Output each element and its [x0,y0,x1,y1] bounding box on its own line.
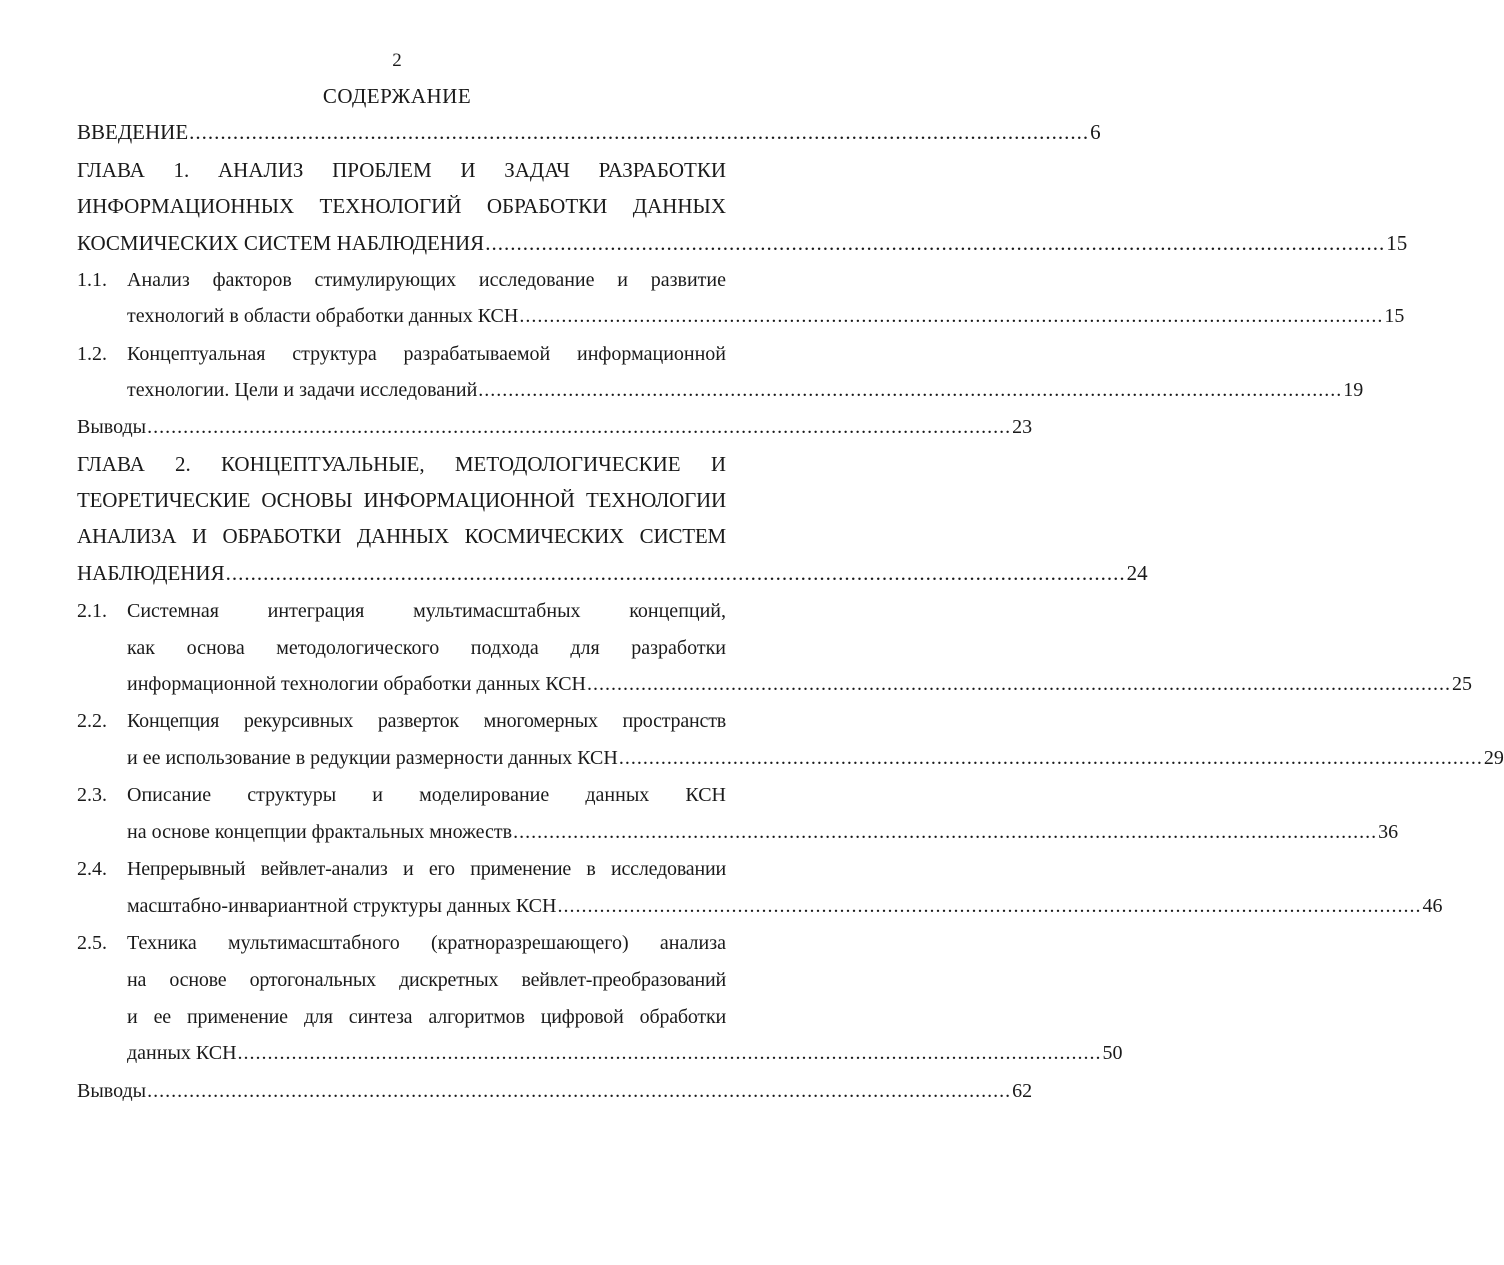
toc-section-1-2-line-1: Концептуальная структура разрабатываемой информационной [127,343,726,365]
toc-page-number: 50 [1102,1042,1123,1064]
dot-leader: ................................................................................................................................................ [519,305,1384,327]
toc-entry-conclusions-1 [77,409,1033,445]
toc-entry-conclusions-2 [77,1073,1033,1109]
page-number: 2 [392,50,402,71]
toc-section-2-1-line-3 [127,666,1473,702]
toc-entry-label: технологии. Цели и задачи исследований [127,379,478,401]
toc-chapter-2-line-2: ТЕОРЕТИЧЕСКИЕ ОСНОВЫ ИНФОРМАЦИОННОЙ ТЕХНОЛОГИИ [77,488,726,512]
toc-page-number: 62 [1012,1080,1033,1102]
toc-entry-label: Выводы [77,1080,147,1102]
toc-entry-label: данных КСН [127,1042,237,1064]
toc-page-number: 29 [1483,747,1504,769]
toc-entry-label: НАБЛЮДЕНИЯ [77,561,225,585]
toc-page-number: 23 [1012,416,1033,438]
toc-section-1-2-line-2 [127,372,1364,408]
toc-section-1-1-line-2 [127,298,1405,334]
toc-entry-intro [77,114,1101,150]
dot-leader: ................................................................................................................................................ [618,747,1483,769]
page-title: СОДЕРЖАНИЕ [322,84,472,108]
toc-section-2-5-line-4 [127,1035,1123,1071]
toc-section-2-1-line-1: Системная интеграция мультимасштабных концепций, [127,600,726,622]
toc-chapter-2-line-4 [77,555,1148,591]
toc-section-number: 2.4. [77,858,107,880]
toc-page-number: 6 [1090,120,1101,144]
toc-section-2-3-line-1: Описание структуры и моделирование данных КСН [127,784,726,806]
toc-entry-label: технологий в области обработки данных КСН [127,305,519,327]
toc-entry-label: информационной технологии обработки данных КСН [127,673,587,695]
toc-section-number: 1.2. [77,343,107,365]
toc-section-number: 2.5. [77,932,107,954]
dot-leader: ................................................................................................................................................ [485,231,1386,255]
toc-page-number: 46 [1422,895,1443,917]
toc-section-2-2-line-2 [127,740,1504,776]
dot-leader: ................................................................................................................................................ [189,120,1090,144]
toc-page-number: 15 [1384,305,1405,327]
toc-section-2-5-line-1: Техника мультимасштабного (кратноразрешающего) анализа [127,932,726,954]
dot-leader: ................................................................................................................................................ [147,416,1012,438]
toc-entry-label: Выводы [77,416,147,438]
toc-section-2-4-line-1: Непрерывный вейвлет-анализ и его применение в исследовании [127,858,726,880]
toc-section-number: 1.1. [77,269,107,291]
toc-section-number: 2.2. [77,710,107,732]
toc-page-number: 24 [1126,561,1148,585]
toc-section-2-2-line-1: Концепция рекурсивных разверток многомерных пространств [127,710,726,732]
toc-section-2-5-line-2: на основе ортогональных дискретных вейвлет-преобразований [127,969,726,991]
toc-section-2-3-line-2 [127,814,1399,850]
toc-section-1-1-line-1: Анализ факторов стимулирующих исследование и развитие [127,269,726,291]
dot-leader: ................................................................................................................................................ [478,379,1343,401]
toc-entry-label: масштабно-инвариантной структуры данных КСН [127,895,557,917]
toc-chapter-1-line-2: ИНФОРМАЦИОННЫХ ТЕХНОЛОГИЙ ОБРАБОТКИ ДАННЫХ [77,194,726,218]
toc-page-number: 15 [1386,231,1408,255]
toc-entry-label: КОСМИЧЕСКИХ СИСТЕМ НАБЛЮДЕНИЯ [77,231,485,255]
dot-leader: ................................................................................................................................................ [513,821,1378,843]
toc-chapter-2-line-3: АНАЛИЗА И ОБРАБОТКИ ДАННЫХ КОСМИЧЕСКИХ СИСТЕМ [77,524,726,548]
toc-entry-label: на основе концепции фрактальных множеств [127,821,513,843]
dot-leader: ................................................................................................................................................ [225,561,1126,585]
toc-chapter-2-line-1: ГЛАВА 2. КОНЦЕПТУАЛЬНЫЕ, МЕТОДОЛОГИЧЕСКИЕ И [77,452,726,476]
dot-leader: ................................................................................................................................................ [147,1080,1012,1102]
dot-leader: ................................................................................................................................................ [237,1042,1102,1064]
toc-page-number: 19 [1343,379,1364,401]
toc-section-2-1-line-2: как основа методологического подхода для разработки [127,637,726,659]
toc-chapter-1-line-1: ГЛАВА 1. АНАЛИЗ ПРОБЛЕМ И ЗАДАЧ РАЗРАБОТКИ [77,158,726,182]
toc-entry-label: ВВЕДЕНИЕ [77,120,189,144]
toc-section-2-4-line-2 [127,888,1443,924]
toc-section-2-5-line-3: и ее применение для синтеза алгоритмов цифровой обработки [127,1006,726,1028]
toc-page-number: 36 [1378,821,1399,843]
toc-chapter-1-line-3 [77,225,1408,261]
toc-section-number: 2.3. [77,784,107,806]
dot-leader: ................................................................................................................................................ [587,673,1452,695]
toc-section-number: 2.1. [77,600,107,622]
toc-page-number: 25 [1452,673,1473,695]
dot-leader: ................................................................................................................................................ [557,895,1422,917]
toc-entry-label: и ее использование в редукции размерности данных КСН [127,747,618,769]
